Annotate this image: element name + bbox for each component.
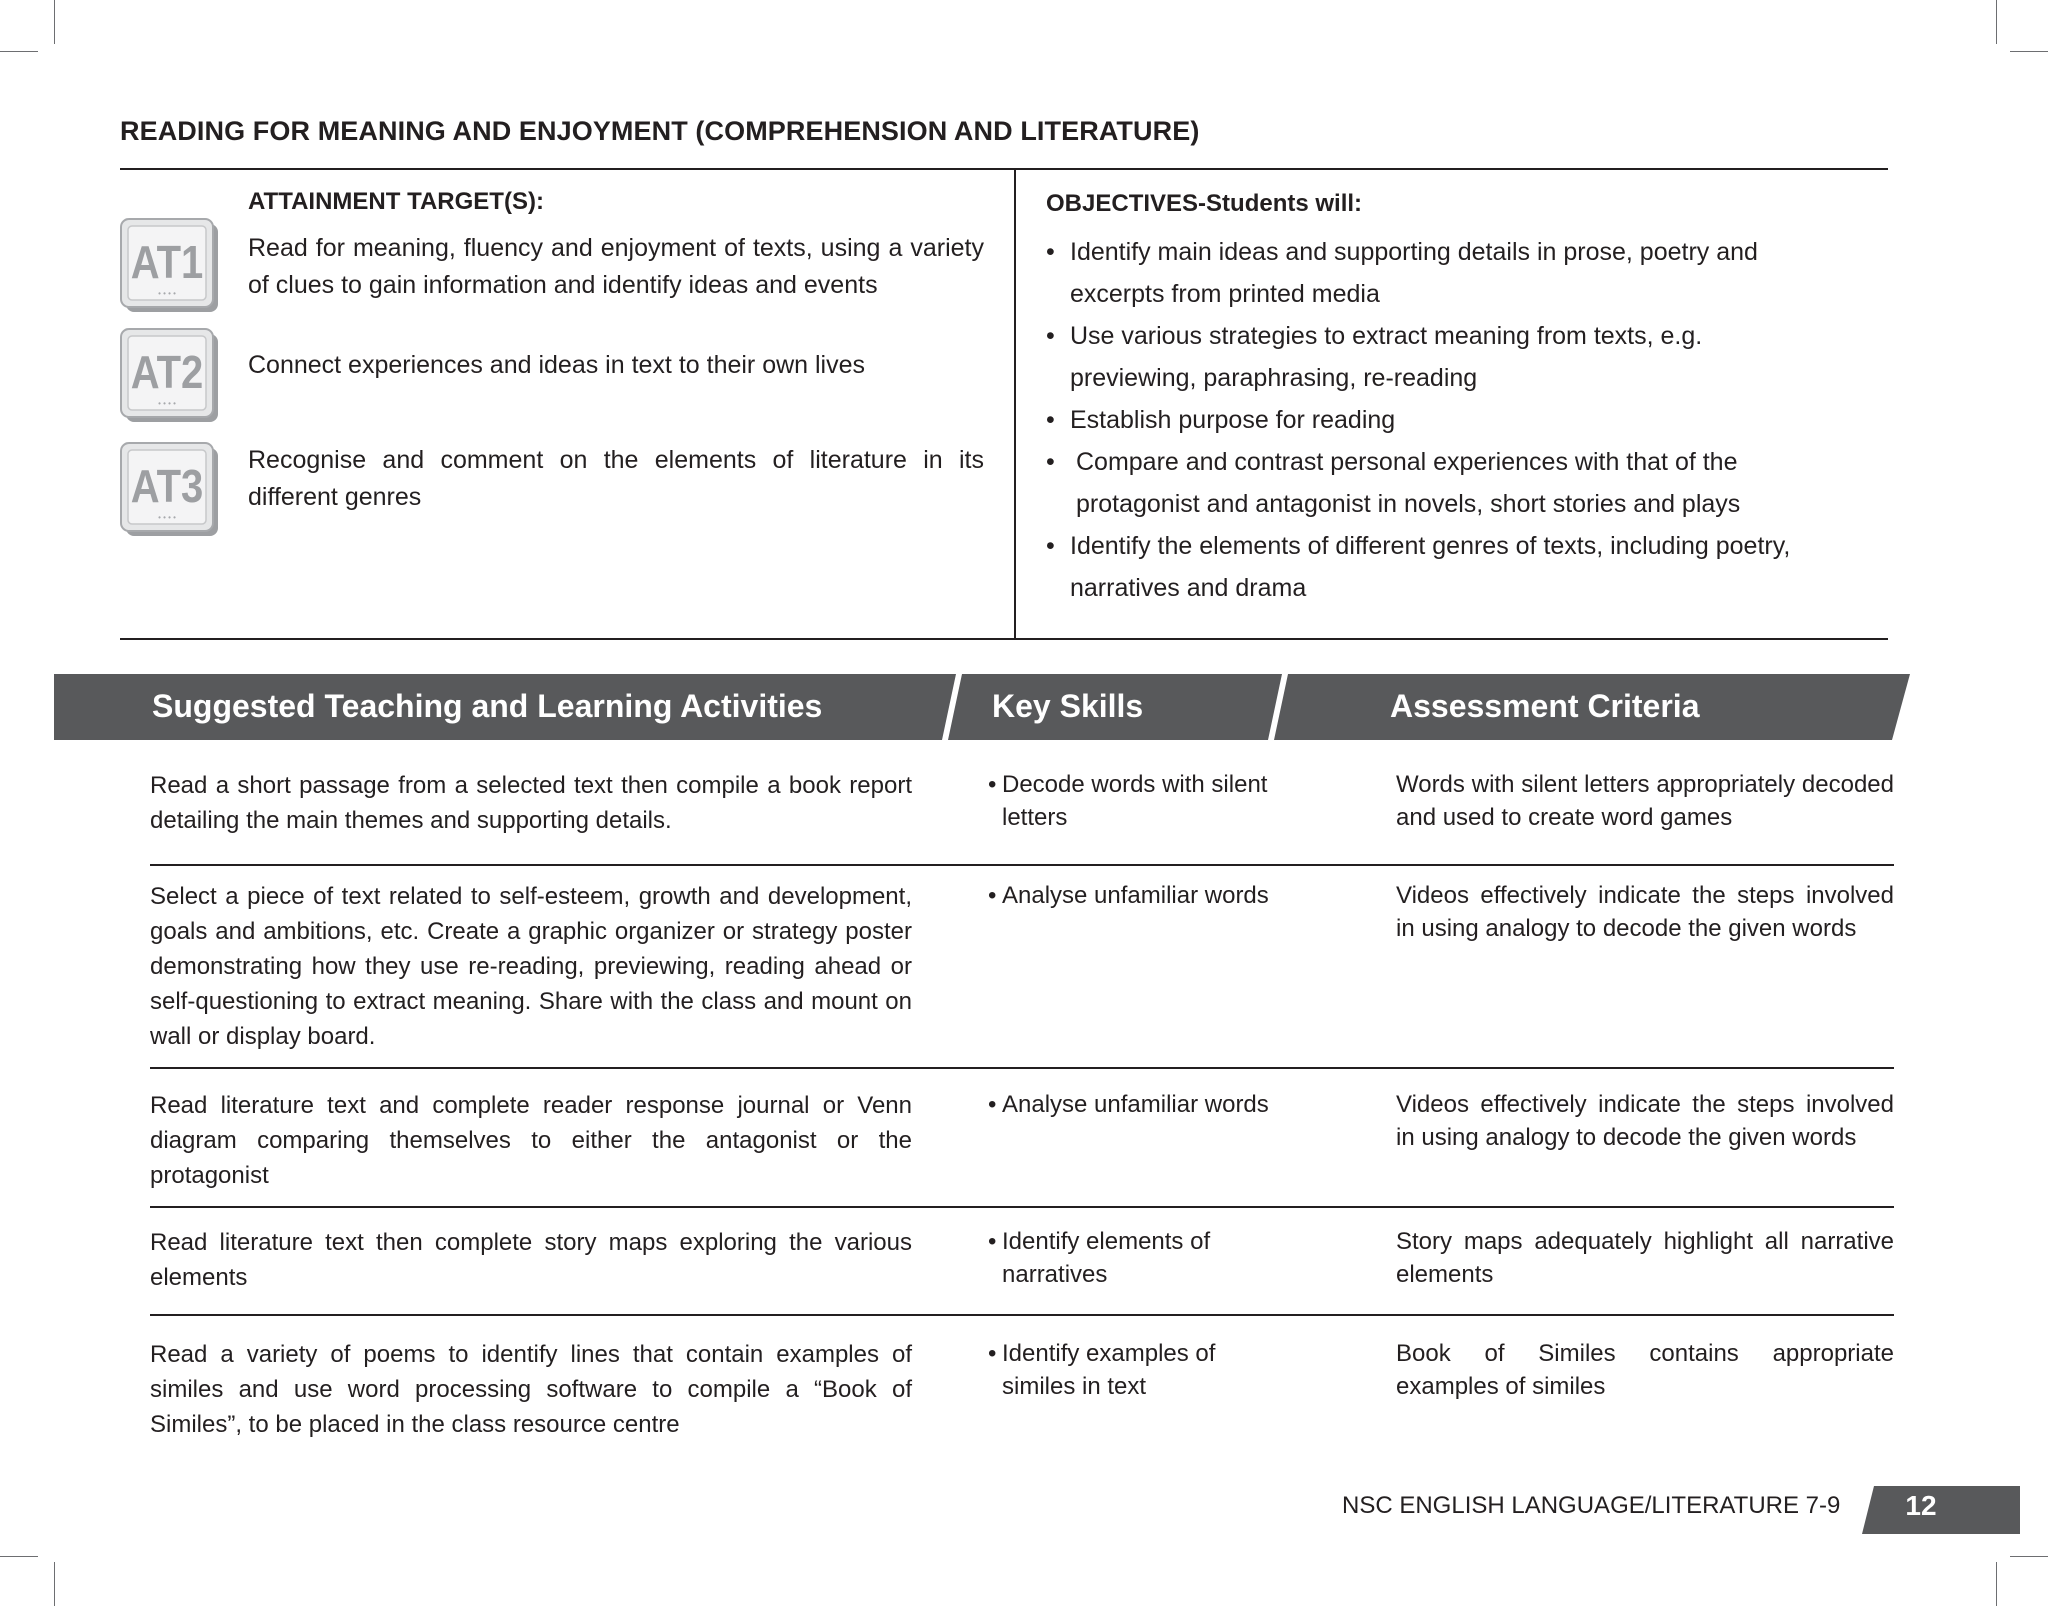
crop-mark — [1996, 0, 1997, 44]
section-title: READING FOR MEANING AND ENJOYMENT (COMPREHENSION AND LITERATURE) — [120, 116, 1200, 146]
top-rule — [120, 168, 1888, 170]
header-assessment-criteria: Assessment Criteria — [1390, 688, 1700, 724]
row-divider — [150, 1206, 1894, 1208]
header-key-skills: Key Skills — [992, 688, 1144, 724]
objective-item: • Identify the elements of different genres of texts, including poetry, narratives and drama — [1046, 532, 1791, 602]
crop-mark — [2010, 51, 2048, 52]
table-row-4-activity: Read literature text then complete story maps exploring the various elements — [150, 1229, 912, 1291]
svg-text:• • • •: • • • • — [158, 513, 176, 522]
at2-badge-label: AT2 — [130, 347, 204, 399]
header-activities: Suggested Teaching and Learning Activities — [152, 688, 823, 724]
table-row-5-criteria: Book of Similes contains appropriate examples of similes — [1396, 1340, 1894, 1400]
table-row-5-activity: Read a variety of poems to identify lines that contain examples of similes and use word processing software to compile a “Book of Similes”, to be placed in the class resource centre — [150, 1341, 912, 1438]
at3-text: Recognise and comment on the elements of literature in its different genres — [248, 446, 984, 511]
svg-text:• • • •: • • • • — [158, 399, 176, 408]
objective-item: • Compare and contrast personal experiences with that of the protagonist and antagonist in novels, short stories and plays — [1046, 448, 1741, 518]
table-row-3-criteria: Videos effectively indicate the steps involved in using analogy to decode the given words — [1396, 1091, 1894, 1151]
table-row-1-activity: Read a short passage from a selected text then compile a book report detailing the main themes and supporting details. — [150, 772, 912, 834]
crop-mark — [1996, 1562, 1997, 1606]
crop-mark — [2010, 1556, 2048, 1557]
crop-mark — [0, 51, 38, 52]
mid-rule — [120, 638, 1888, 640]
svg-text:• • • •: • • • • — [158, 289, 176, 298]
objective-item: • Establish purpose for reading — [1046, 406, 1396, 434]
at1-text: Read for meaning, fluency and enjoyment of texts, using a variety of clues to gain information and identify ideas and events — [248, 234, 984, 299]
attainment-heading: ATTAINMENT TARGET(S): — [248, 188, 544, 215]
table-row-5-skill: • Identify examples of similes in text — [988, 1340, 1216, 1400]
objective-item: • Use various strategies to extract meaning from texts, e.g. previewing, paraphrasing, re-reading — [1046, 322, 1703, 392]
table-row-3-skill: • Analyse unfamiliar words — [988, 1091, 1269, 1118]
crop-mark — [0, 1556, 38, 1557]
at1-badge-icon — [120, 218, 220, 314]
crop-mark — [54, 1562, 55, 1606]
table-row-1-criteria: Words with silent letters appropriately decoded and used to create word games — [1396, 771, 1894, 831]
at1-badge-label: AT1 — [130, 237, 204, 289]
table-row-4-skill: • Identify elements of narratives — [988, 1228, 1211, 1288]
row-divider — [150, 1314, 1894, 1316]
at2-text: Connect experiences and ideas in text to their own lives — [248, 351, 866, 379]
objectives-list — [1046, 231, 1826, 609]
table-row-2-skill: • Analyse unfamiliar words — [988, 882, 1269, 909]
objectives-heading: OBJECTIVES-Students will: — [1046, 190, 1363, 217]
footer-label: NSC ENGLISH LANGUAGE/LITERATURE 7-9 — [1342, 1492, 1841, 1519]
at2-badge-icon — [120, 328, 220, 424]
table-row-2-criteria: Videos effectively indicate the steps involved in using analogy to decode the given words — [1396, 882, 1894, 942]
column-divider — [1014, 170, 1016, 640]
at3-badge-icon — [120, 442, 220, 538]
objective-item: • Identify main ideas and supporting details in prose, poetry and excerpts from printed media — [1046, 238, 1758, 308]
table-row-3-activity: Read literature text and complete reader response journal or Venn diagram comparing themselves to either the antagonist or the protagonist — [150, 1092, 912, 1189]
row-divider — [150, 864, 1894, 866]
row-divider — [150, 1067, 1894, 1069]
crop-mark — [54, 0, 55, 44]
at3-badge-label: AT3 — [130, 461, 204, 513]
table-row-4-criteria: Story maps adequately highlight all narrative elements — [1396, 1228, 1894, 1288]
table-row-2-activity: Select a piece of text related to self-esteem, growth and development, goals and ambitions, etc. Create a graphic organizer or strategy poster demonstrating how they use re-reading, previewing, reading ahead or self-questioning to extract meaning. Share with the class and mount on wall or display board. — [150, 883, 912, 1050]
table-row-1-skill: • Decode words with silent letters — [988, 771, 1268, 831]
page-number: 12 — [1905, 1490, 1937, 1521]
